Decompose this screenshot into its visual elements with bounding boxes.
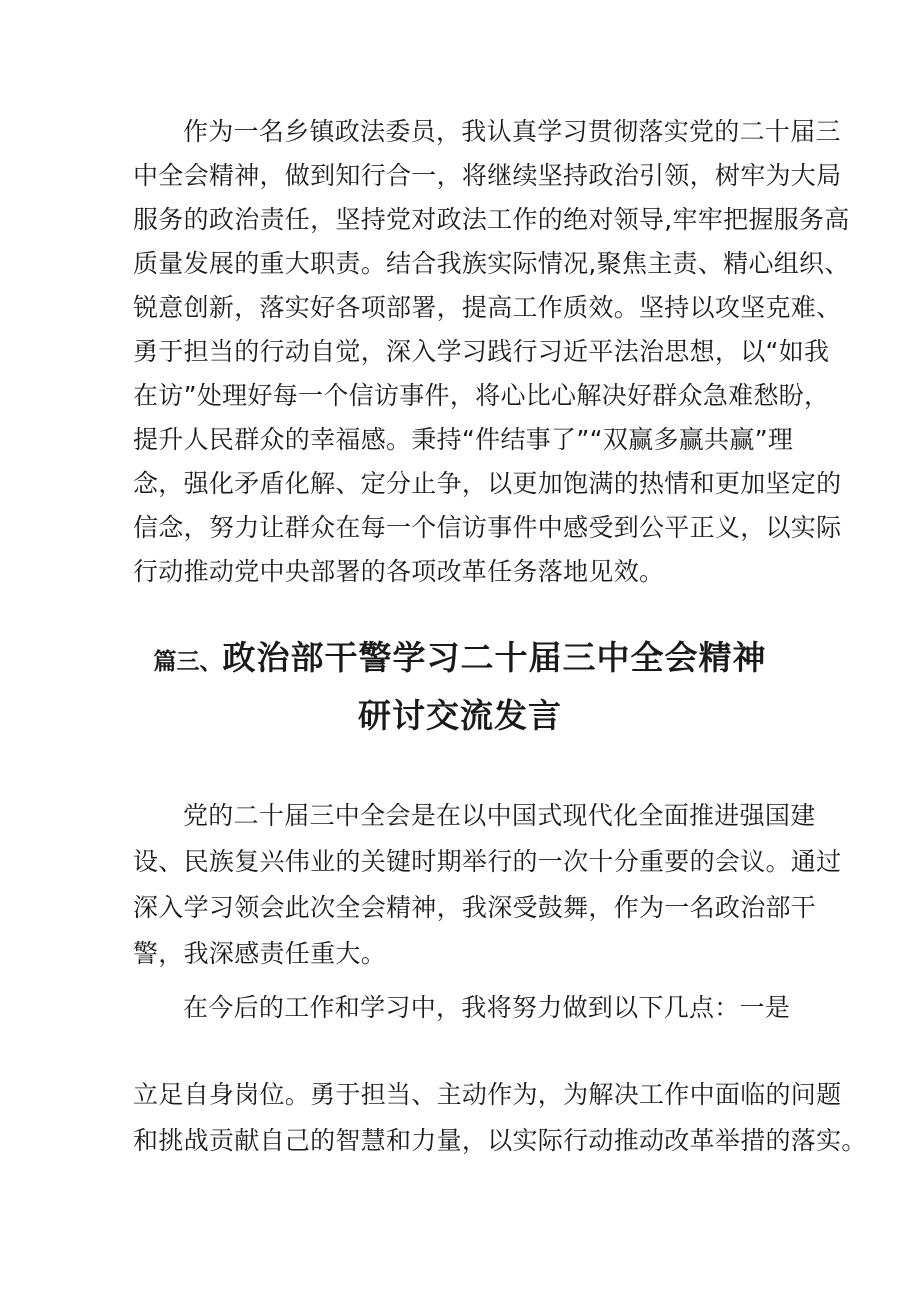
paragraph-line: 锐意创新，落实好各项部署，提高工作质效。坚持以攻坚克难、	[133, 293, 842, 322]
paragraph-line: 质量发展的重大职责。结合我族实际情况,聚焦主责、精心组织、	[133, 249, 850, 278]
paragraph-line: 在今后的工作和学习中，我将努力做到以下几点：一是	[183, 993, 791, 1022]
paragraph-line: 念，强化矛盾化解、定分止争，以更加饱满的热情和更加坚定的	[133, 469, 842, 498]
paragraph-line: 信念，努力让群众在每一个信访事件中感受到公平正义，以实际	[133, 513, 842, 542]
paragraph-line: 和挑战贡献自己的智慧和力量，以实际行动推动改革举措的落实。	[133, 1126, 867, 1155]
paragraph-line: 勇于担当的行动自觉，深入学习践行习近平法治思想，以“如我	[133, 337, 830, 366]
heading-title-line1: 政治部干警学习二十届三中全会精神	[222, 638, 767, 677]
section-heading	[0, 632, 920, 684]
paragraph-line: 深入学习领会此次全会精神，我深受鼓舞，作为一名政治部干	[133, 893, 817, 922]
paragraph-line: 中全会精神，做到知行合一，将继续坚持政治引领，树牢为大局	[133, 161, 842, 190]
paragraph-line: 作为一名乡镇政法委员，我认真学习贯彻落实党的二十届三	[183, 117, 841, 146]
paragraph-line: 提升人民群众的幸福感。秉持“件结事了”“双赢多赢共赢”理	[133, 425, 794, 454]
paragraph-line: 服务的政治责任，坚持党对政法工作的绝对领导,牢牢把握服务高	[133, 205, 850, 234]
heading-title-line2: 研讨交流发言	[358, 696, 562, 735]
heading-prefix: 篇三、	[153, 649, 223, 675]
paragraph-line: 在访”处理好每一个信访事件，将心比心解决好群众急难愁盼，	[133, 381, 830, 410]
paragraph-line: 设、民族复兴伟业的关键时期举行的一次十分重要的会议。通过	[133, 847, 842, 876]
paragraph-line: 警，我深感责任重大。	[133, 939, 387, 968]
paragraph-line: 行动推动党中央部署的各项改革任务落地见效。	[133, 557, 665, 586]
paragraph-line: 立足自身岗位。勇于担当、主动作为，为解决工作中面临的问题	[133, 1080, 842, 1109]
paragraph-line: 党的二十届三中全会是在以中国式现代化全面推进强国建	[183, 801, 816, 830]
